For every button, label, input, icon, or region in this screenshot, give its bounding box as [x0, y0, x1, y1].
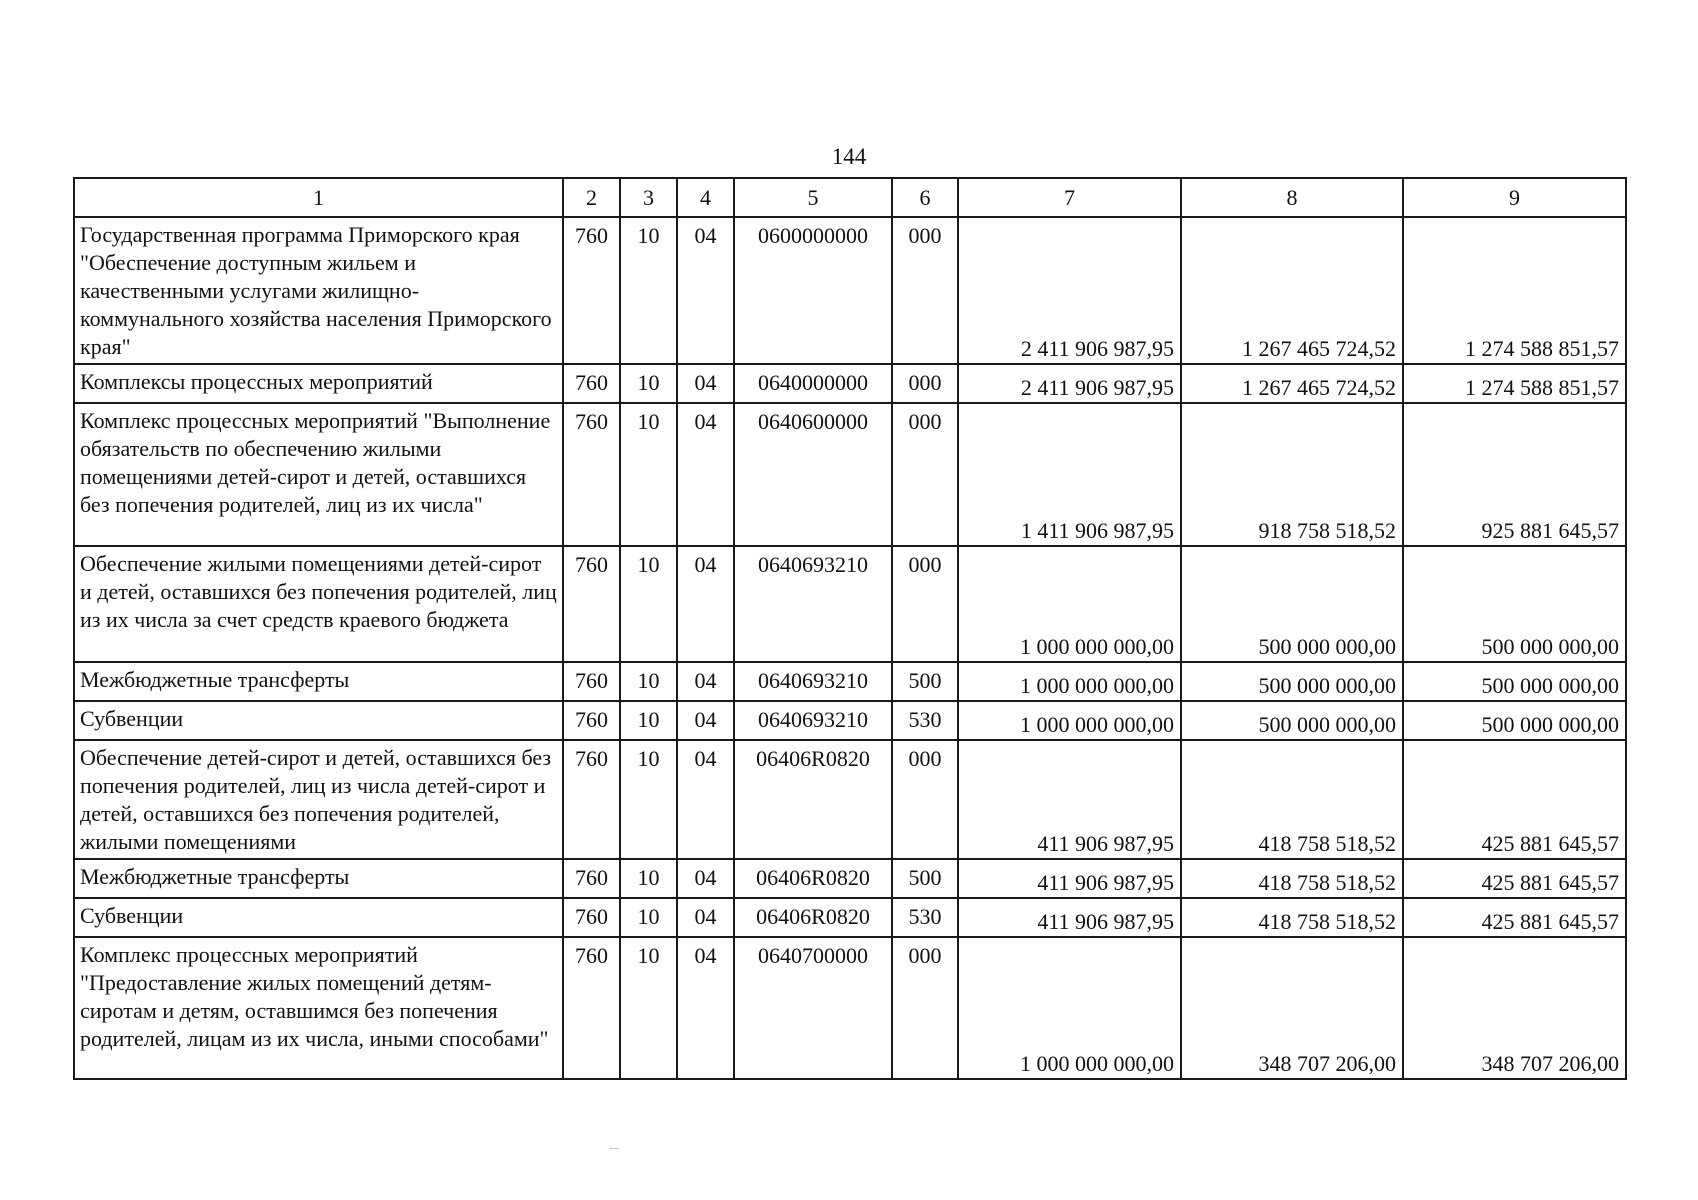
- column-header: 7: [958, 178, 1181, 217]
- page-number: 144: [831, 144, 867, 169]
- section-code-cell: 10: [620, 662, 677, 701]
- amount-cell-col9: 425 881 645,57: [1403, 740, 1626, 859]
- expense-type-cell: 000: [892, 740, 958, 859]
- amount-cell-col7: 2 411 906 987,95: [958, 364, 1181, 403]
- ministry-code-cell: 760: [563, 546, 620, 662]
- ministry-code-cell: 760: [563, 364, 620, 403]
- amount-cell-col7: 411 906 987,95: [958, 898, 1181, 937]
- column-header: 4: [677, 178, 734, 217]
- section-code-cell: 10: [620, 364, 677, 403]
- ministry-code-cell: 760: [563, 740, 620, 859]
- row-name-cell: Обеспечение жилыми помещениями детей-сирот и детей, оставшихся без попечения родителей, лиц из их числа за счет средств краевого бюджета: [74, 546, 563, 662]
- amount-cell-col9: 425 881 645,57: [1403, 898, 1626, 937]
- ministry-code-cell: 760: [563, 403, 620, 546]
- column-header: 9: [1403, 178, 1626, 217]
- table-row: [74, 937, 1626, 1079]
- target-code-cell: 0640600000: [734, 403, 892, 546]
- ministry-code-cell: 760: [563, 898, 620, 937]
- target-code-cell: 0600000000: [734, 217, 892, 364]
- section-code-cell: 10: [620, 937, 677, 1079]
- row-name-cell: Комплекс процессных мероприятий "Предоставление жилых помещений детям-сиротам и детям, оставшимся без попечения родителей, лицам из их числа, иными способами": [74, 937, 563, 1079]
- amount-cell-col7: 411 906 987,95: [958, 740, 1181, 859]
- column-header: 8: [1181, 178, 1403, 217]
- table-row: [74, 546, 1626, 662]
- amount-cell-col8: 418 758 518,52: [1181, 859, 1403, 898]
- expense-type-cell: 530: [892, 701, 958, 740]
- row-name-cell: Государственная программа Приморского края "Обеспечение доступным жильем и качественными услугами жилищно-коммунального хозяйства населения Приморского края": [74, 217, 563, 364]
- amount-cell-col8: 500 000 000,00: [1181, 701, 1403, 740]
- subsection-code-cell: 04: [677, 217, 734, 364]
- section-code-cell: 10: [620, 859, 677, 898]
- amount-cell-col9: 348 707 206,00: [1403, 937, 1626, 1079]
- table-row: [74, 662, 1626, 701]
- amount-cell-col9: 500 000 000,00: [1403, 701, 1626, 740]
- subsection-code-cell: 04: [677, 859, 734, 898]
- ministry-code-cell: 760: [563, 859, 620, 898]
- target-code-cell: 06406R0820: [734, 859, 892, 898]
- column-header: 1: [74, 178, 563, 217]
- row-name-cell: Субвенции: [74, 701, 563, 740]
- scan-artifact: [609, 1148, 619, 1149]
- amount-cell-col8: 500 000 000,00: [1181, 546, 1403, 662]
- subsection-code-cell: 04: [677, 662, 734, 701]
- table-row: [74, 364, 1626, 403]
- amount-cell-col9: 1 274 588 851,57: [1403, 364, 1626, 403]
- amount-cell-col7: 1 000 000 000,00: [958, 546, 1181, 662]
- row-name-cell: Обеспечение детей-сирот и детей, оставшихся без попечения родителей, лиц из числа детей-сирот и детей, оставшихся без попечения родителей, жилыми помещениями: [74, 740, 563, 859]
- target-code-cell: 0640693210: [734, 662, 892, 701]
- column-header: 5: [734, 178, 892, 217]
- row-name-cell: Межбюджетные трансферты: [74, 859, 563, 898]
- amount-cell-col8: 348 707 206,00: [1181, 937, 1403, 1079]
- amount-cell-col9: 500 000 000,00: [1403, 662, 1626, 701]
- expense-type-cell: 000: [892, 217, 958, 364]
- column-header: 6: [892, 178, 958, 217]
- section-code-cell: 10: [620, 403, 677, 546]
- amount-cell-col9: 925 881 645,57: [1403, 403, 1626, 546]
- expense-type-cell: 530: [892, 898, 958, 937]
- table-row: [74, 898, 1626, 937]
- expense-type-cell: 500: [892, 662, 958, 701]
- amount-cell-col8: 500 000 000,00: [1181, 662, 1403, 701]
- section-code-cell: 10: [620, 740, 677, 859]
- subsection-code-cell: 04: [677, 740, 734, 859]
- amount-cell-col8: 1 267 465 724,52: [1181, 217, 1403, 364]
- expense-type-cell: 000: [892, 364, 958, 403]
- table-row: [74, 740, 1626, 859]
- expense-type-cell: 000: [892, 546, 958, 662]
- amount-cell-col9: 1 274 588 851,57: [1403, 217, 1626, 364]
- ministry-code-cell: 760: [563, 217, 620, 364]
- ministry-code-cell: 760: [563, 701, 620, 740]
- subsection-code-cell: 04: [677, 937, 734, 1079]
- row-name-cell: Комплексы процессных мероприятий: [74, 364, 563, 403]
- amount-cell-col9: 425 881 645,57: [1403, 859, 1626, 898]
- amount-cell-col8: 1 267 465 724,52: [1181, 364, 1403, 403]
- row-name-cell: Комплекс процессных мероприятий "Выполнение обязательств по обеспечению жилыми помещениями детей-сирот и детей, оставшихся без попечения родителей, лиц из их числа": [74, 403, 563, 546]
- row-name-cell: Субвенции: [74, 898, 563, 937]
- budget-table: [73, 177, 1627, 1080]
- target-code-cell: 0640000000: [734, 364, 892, 403]
- amount-cell-col8: 918 758 518,52: [1181, 403, 1403, 546]
- amount-cell-col7: 1 000 000 000,00: [958, 937, 1181, 1079]
- column-header: 3: [620, 178, 677, 217]
- amount-cell-col8: 418 758 518,52: [1181, 898, 1403, 937]
- target-code-cell: 06406R0820: [734, 898, 892, 937]
- amount-cell-col7: 2 411 906 987,95: [958, 217, 1181, 364]
- row-name-cell: Межбюджетные трансферты: [74, 662, 563, 701]
- ministry-code-cell: 760: [563, 662, 620, 701]
- expense-type-cell: 000: [892, 403, 958, 546]
- amount-cell-col9: 500 000 000,00: [1403, 546, 1626, 662]
- subsection-code-cell: 04: [677, 364, 734, 403]
- subsection-code-cell: 04: [677, 701, 734, 740]
- table-row: [74, 859, 1626, 898]
- expense-type-cell: 500: [892, 859, 958, 898]
- subsection-code-cell: 04: [677, 546, 734, 662]
- target-code-cell: 06406R0820: [734, 740, 892, 859]
- amount-cell-col7: 1 000 000 000,00: [958, 701, 1181, 740]
- subsection-code-cell: 04: [677, 898, 734, 937]
- section-code-cell: 10: [620, 546, 677, 662]
- table-row: [74, 217, 1626, 364]
- amount-cell-col7: 1 411 906 987,95: [958, 403, 1181, 546]
- table-row: [74, 403, 1626, 546]
- table-row: [74, 701, 1626, 740]
- section-code-cell: 10: [620, 217, 677, 364]
- column-header: 2: [563, 178, 620, 217]
- section-code-cell: 10: [620, 898, 677, 937]
- target-code-cell: 0640693210: [734, 701, 892, 740]
- target-code-cell: 0640700000: [734, 937, 892, 1079]
- ministry-code-cell: 760: [563, 937, 620, 1079]
- expense-type-cell: 000: [892, 937, 958, 1079]
- section-code-cell: 10: [620, 701, 677, 740]
- table-header-row: [74, 178, 1626, 217]
- subsection-code-cell: 04: [677, 403, 734, 546]
- amount-cell-col7: 1 000 000 000,00: [958, 662, 1181, 701]
- amount-cell-col8: 418 758 518,52: [1181, 740, 1403, 859]
- target-code-cell: 0640693210: [734, 546, 892, 662]
- amount-cell-col7: 411 906 987,95: [958, 859, 1181, 898]
